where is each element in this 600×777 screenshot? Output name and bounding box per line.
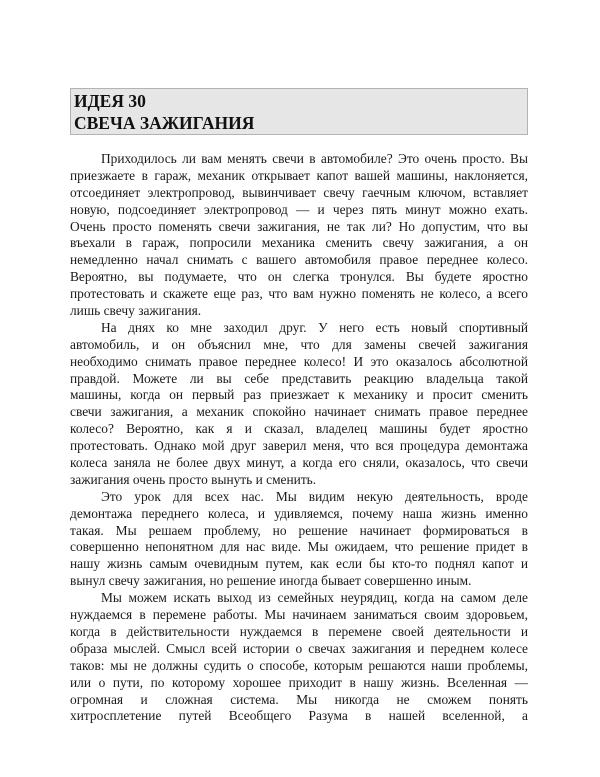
text-line: протестовать. Однако мой друг заверил меня, что вся процедура демонтажа xyxy=(70,438,528,454)
text-line: или о пути, по которому хорошее приходит в нашу жизнь. Вселенная — xyxy=(70,674,528,690)
text-line: приезжаете в гараж, механик открывает капот вашей машины, наклоняется, xyxy=(70,167,528,183)
text-line: такая. Мы решаем проблему, но решение начинает формироваться в xyxy=(70,522,528,538)
text-line: необходимо снимать правое переднее колесо! И это оказалось абсолютной xyxy=(70,353,528,369)
text-line: свечи зажигания, а механик спокойно начинает снимать правое переднее xyxy=(70,404,528,420)
text-line: зажигания очень просто вынуть и сменить. xyxy=(70,471,317,487)
text-line: когда в действительности нуждаемся в перемене своей деятельности и xyxy=(70,623,528,639)
text-line: Приходилось ли вам менять свечи в автомобиле? Это очень просто. Вы xyxy=(101,151,528,166)
text-line: демонтажа переднего колеса, и удивляемся, почему наша жизнь именно xyxy=(70,505,528,521)
chapter-body xyxy=(70,151,528,725)
text-line: правдой. Можете ли вы себе представить реакцию владельца такой xyxy=(70,370,528,386)
text-line: вынул свечу зажигания, но решение иногда бывает совершенно иным. xyxy=(70,573,472,589)
text-line: автомобиль, и он объяснил мне, что для замены свечей зажигания xyxy=(70,336,528,352)
paragraph xyxy=(70,151,528,320)
text-line: машины, когда он первый раз приезжает к механику и просит сменить xyxy=(70,387,528,403)
chapter-heading xyxy=(70,88,528,135)
chapter-number: ИДЕЯ 30 xyxy=(74,91,146,111)
text-line: въехали в гараж, попросили механика сменить свечу зажигания, а он xyxy=(70,235,528,251)
text-line: лишь свечу зажигания. xyxy=(70,303,202,319)
text-line: На днях ко мне заходил друг. У него есть новый спортивный xyxy=(101,319,528,335)
text-line: совершенно непонятном для нас виде. Мы ожидаем, что решение придет в xyxy=(70,539,528,555)
text-line: немедленно начал снимать с вашего автомобиля правое переднее колесо. xyxy=(70,252,528,268)
text-line: Это урок для всех нас. Мы видим некую деятельность, вроде xyxy=(101,488,528,504)
text-line: колесо? Вероятно, как я и сказал, владелец машины будет яростно xyxy=(70,421,528,437)
text-line: отсоединяет электропровод, вывинчивает свечу гаечным ключом, вставляет xyxy=(70,184,528,200)
text-line: колеса заняла не более двух минут, а когда его сняли, оказалось, что свечи xyxy=(70,455,528,471)
text-line: нуждаемся в перемене работы. Мы начинаем заниматься своим здоровьем, xyxy=(70,607,528,623)
text-line: новую, подсоединяет электропровод — и через пять минут можно ехать. xyxy=(70,201,528,217)
text-line: Вероятно, вы подумаете, что он слегка тронулся. Вы будете яростно xyxy=(70,269,528,285)
text-line: Очень просто поменять свечи зажигания, не так ли? Но допустим, что вы xyxy=(70,218,528,234)
text-line: таков: мы не должны судить о способе, которым решаются наши проблемы, xyxy=(70,657,528,673)
text-line: Мы можем искать выход из семейных неурядиц, когда на самом деле xyxy=(101,590,528,606)
paragraph xyxy=(70,590,528,725)
paragraph xyxy=(70,320,528,489)
chapter-title: СВЕЧА ЗАЖИГАНИЯ xyxy=(74,113,255,133)
text-line: нашу жизнь самым очевидным путем, как если бы кто-то поднял капот и xyxy=(70,556,528,572)
text-line: хитросплетение путей Всеобщего Разума в нашей вселенной, а xyxy=(70,708,528,724)
text-line: образа мыслей. Смысл всей истории о свечах зажигания и переднем колесе xyxy=(70,640,528,656)
text-line: протестовать и скажете еще раз, что вам нужно поменять не колесо, а всего xyxy=(70,286,528,302)
paragraph xyxy=(70,489,528,590)
text-line: огромная и сложная система. Мы никогда не сможем понять xyxy=(70,691,528,707)
